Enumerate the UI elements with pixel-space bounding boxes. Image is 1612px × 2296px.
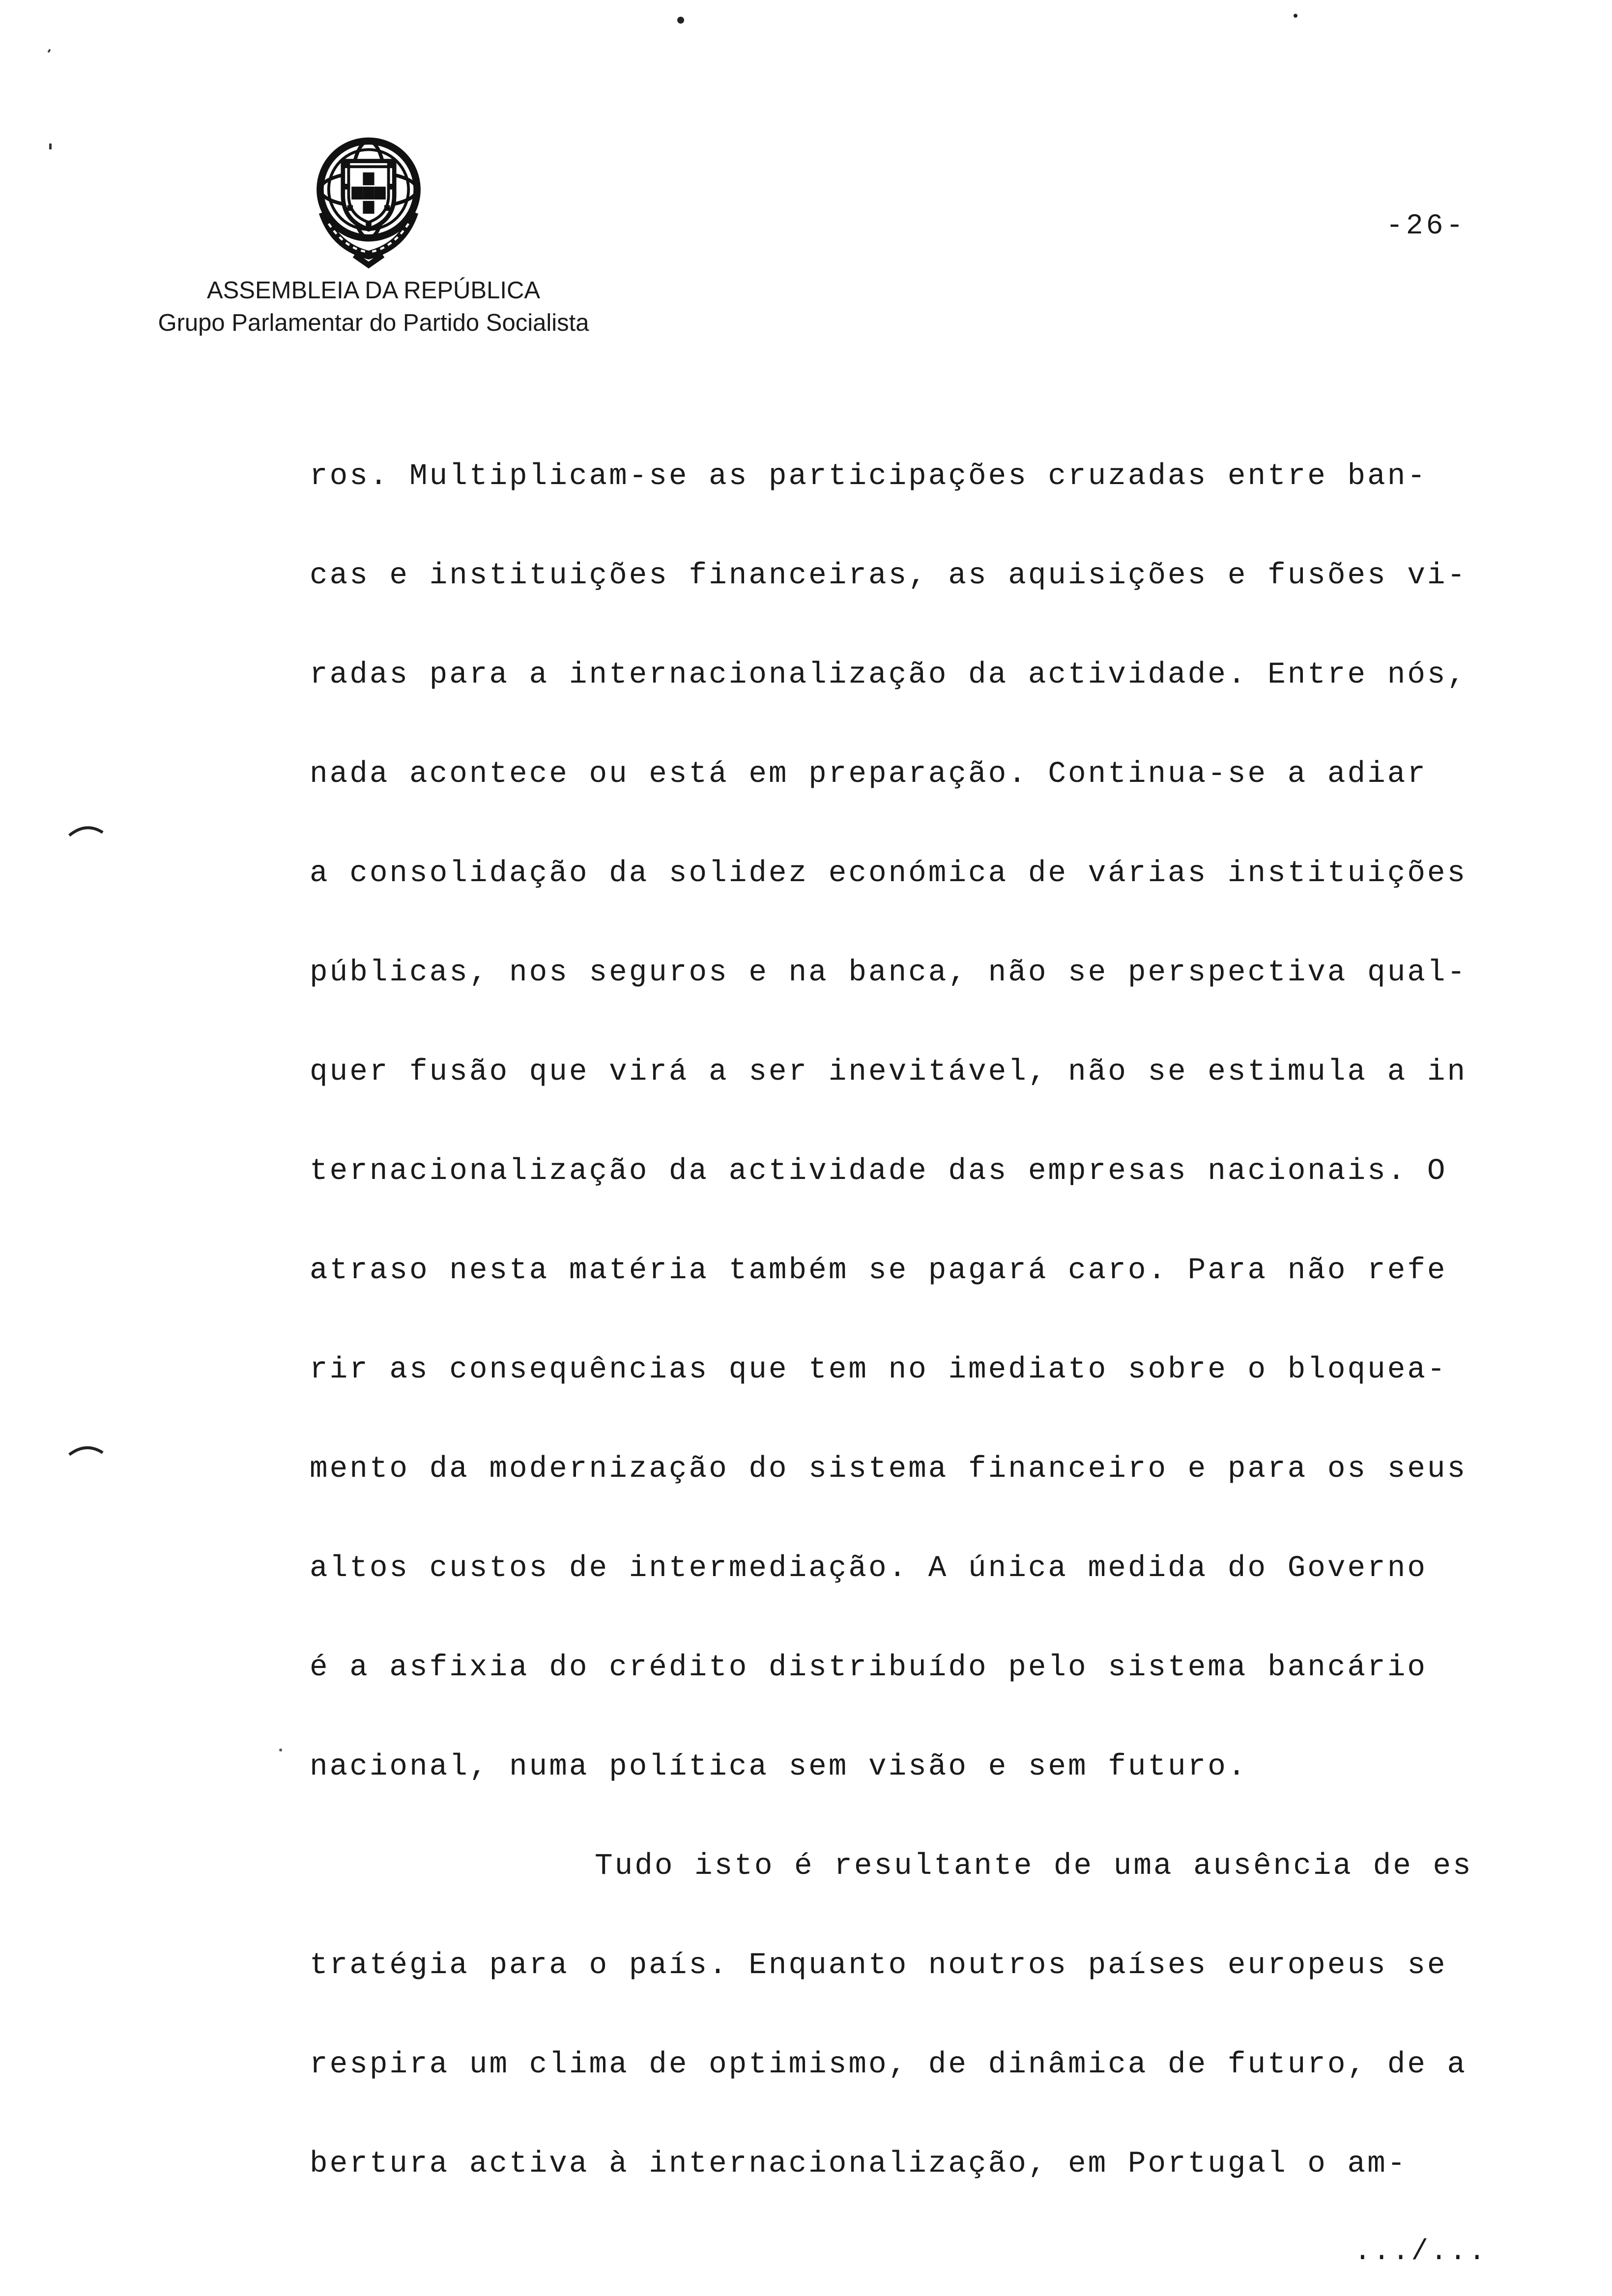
coat-of-arms-icon: [297, 127, 440, 269]
scan-speck: [49, 144, 52, 149]
paragraph-1-line: radas para a internacionalização da actividade. Entre nós,: [310, 658, 1468, 692]
margin-arc-mark: [66, 821, 106, 840]
paragraph-1-line: atraso nesta matéria também se pagará caro. Para não refe: [310, 1254, 1447, 1288]
scan-speck: [677, 17, 684, 24]
paragraph-2-line: respira um clima de optimismo, de dinâmica de futuro, de a: [310, 2048, 1468, 2082]
organization-name: ASSEMBLEIA DA REPÚBLICA: [206, 277, 541, 304]
scan-speck: [48, 49, 51, 53]
paragraph-1-line: rir as consequências que tem no imediato sobre o bloquea-: [310, 1353, 1447, 1387]
paragraph-2-line: bertura activa à internacionalização, em Portugal o am-: [310, 2147, 1408, 2181]
paragraph-1-line: a consolidação da solidez económica de várias instituições: [310, 857, 1468, 890]
scan-speck: [279, 1749, 282, 1751]
paragraph-1-line: cas e instituições financeiras, as aquisições e fusões vi-: [310, 559, 1468, 593]
continuation-marker: .../...: [1354, 2236, 1488, 2268]
paragraph-1-line: altos custos de intermediação. A única medida do Governo: [310, 1551, 1427, 1585]
paragraph-1-line: públicas, nos seguros e na banca, não se perspectiva qual-: [310, 956, 1468, 990]
paragraph-1-line: nacional, numa política sem visão e sem futuro.: [310, 1750, 1248, 1784]
paragraph-1-line: é a asfixia do crédito distribuído pelo sistema bancário: [310, 1651, 1427, 1685]
scan-speck: [1294, 14, 1297, 18]
paragraph-1-line: ros. Multiplicam-se as participações cruzadas entre ban-: [310, 459, 1427, 493]
paragraph-1-line: mento da modernização do sistema financeiro e para os seus: [310, 1452, 1468, 1486]
parliamentary-group-name: Grupo Parlamentar do Partido Socialista: [158, 310, 589, 336]
margin-arc-mark: [66, 1440, 106, 1460]
paragraph-1-line: ternacionalização da actividade das empresas nacionais. O: [310, 1154, 1447, 1188]
document-body: [310, 457, 1489, 2244]
paragraph-1-line: nada acontece ou está em preparação. Continua-se a adiar: [310, 757, 1427, 791]
page-number: -26-: [1386, 210, 1467, 242]
letterhead: [69, 274, 678, 339]
paragraph-1-line: quer fusão que virá a ser inevitável, não se estimula a in: [310, 1055, 1468, 1089]
paragraph-2-line: tratégia para o país. Enquanto noutros países europeus se: [310, 1949, 1447, 1982]
paragraph-2-line: Tudo isto é resultante de uma ausência de es: [595, 1849, 1473, 1883]
